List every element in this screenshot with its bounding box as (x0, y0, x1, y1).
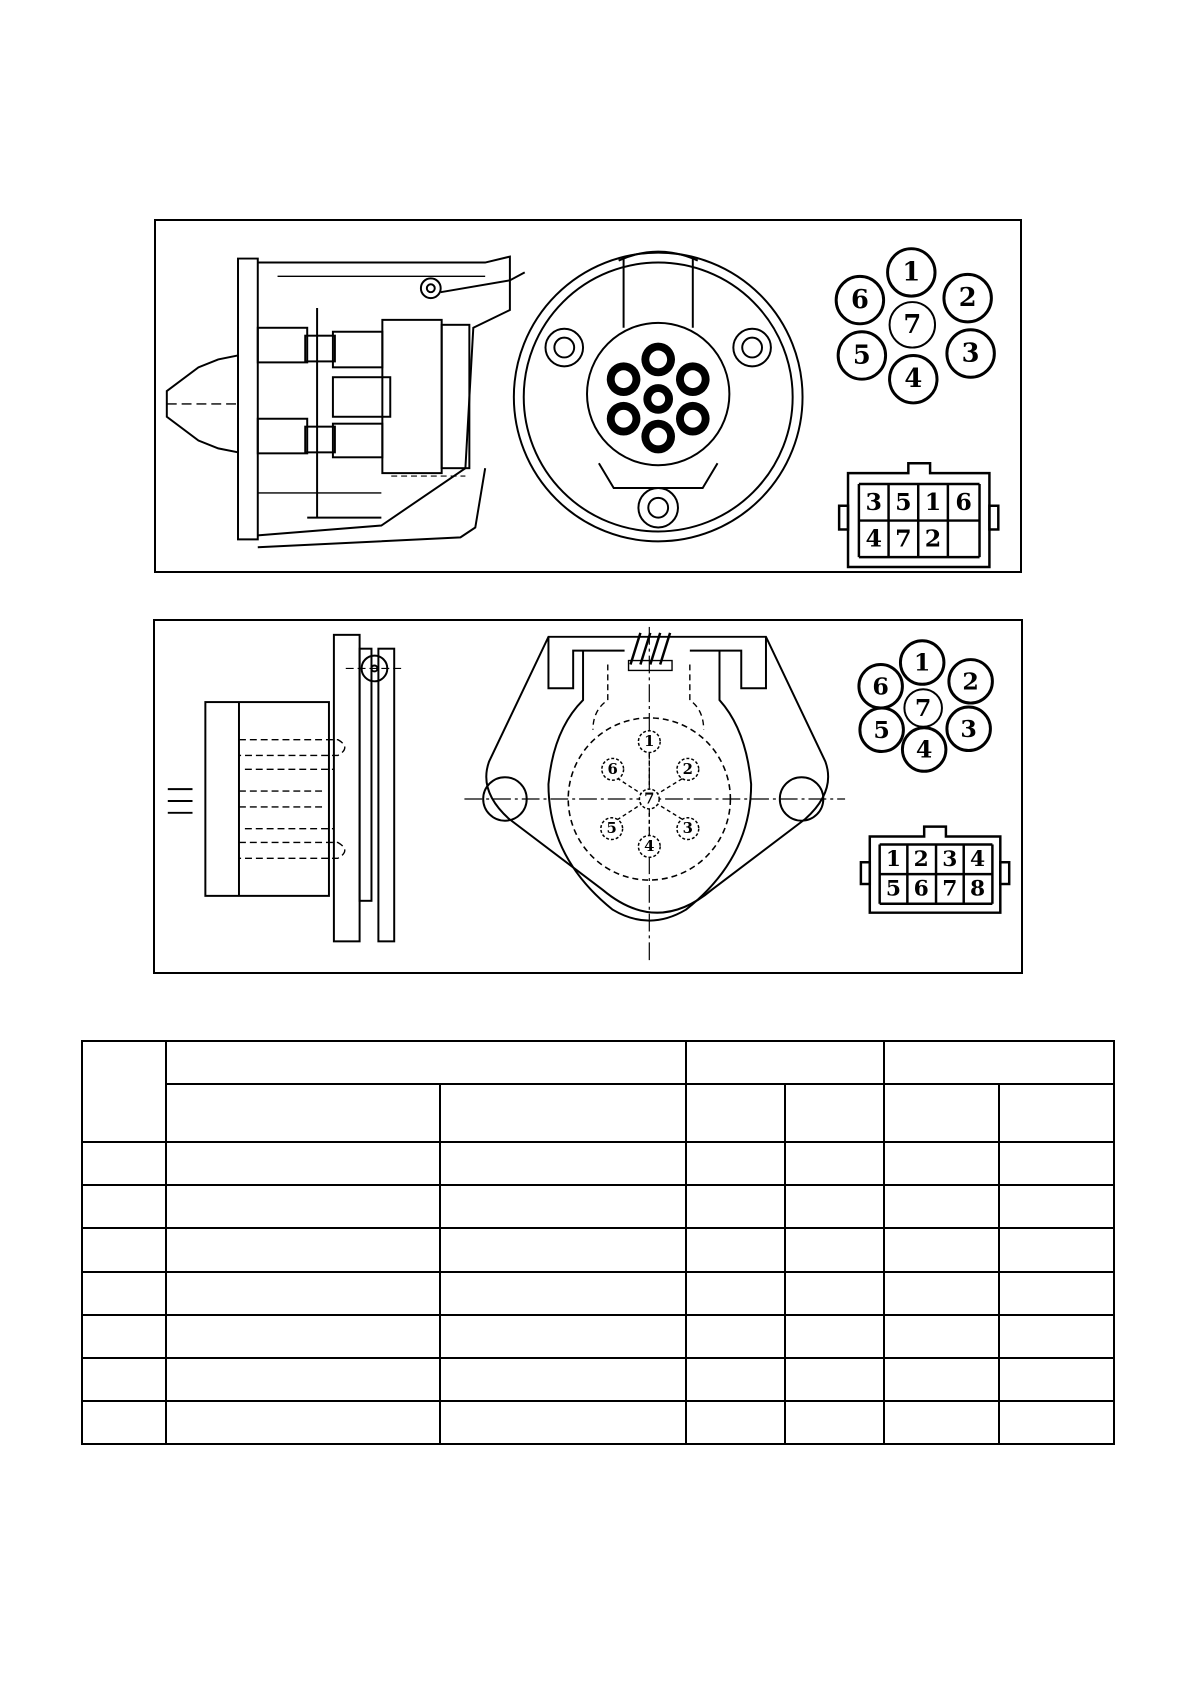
table-cell (884, 1142, 999, 1185)
pin-label-2: 2 (962, 667, 979, 696)
table-cell (440, 1272, 686, 1315)
table-row (82, 1142, 1114, 1185)
table-cell (785, 1358, 884, 1401)
table-cell (884, 1315, 999, 1358)
table-cell (82, 1228, 166, 1271)
pin-label-5: 5 (852, 340, 871, 371)
table-cell (785, 1272, 884, 1315)
block-pin-top-3: 1 (924, 487, 942, 516)
block-pin-top-2: 2 (913, 846, 929, 872)
table-cell (440, 1228, 686, 1271)
socket-pin-label-4: 4 (644, 837, 655, 855)
table-cell (686, 1272, 785, 1315)
table-cell (999, 1142, 1114, 1185)
block-pin-bottom-3: 7 (942, 876, 958, 902)
table-cell (166, 1358, 440, 1401)
table-cell (884, 1272, 999, 1315)
table-cell (785, 1401, 884, 1444)
socket-side-view (167, 257, 525, 548)
socket-pin-label-1: 1 (644, 733, 655, 751)
table-cell (686, 1401, 785, 1444)
pin-label-1: 1 (902, 257, 921, 288)
block-pin-top-4: 4 (969, 846, 986, 872)
socket-side-view (168, 635, 403, 942)
connector-drawing-bottom (155, 621, 1021, 972)
table-cell (82, 1401, 166, 1444)
socket-pin-label-3: 3 (682, 820, 694, 838)
table-cell (166, 1272, 440, 1315)
socket-front-pins (601, 731, 699, 858)
pin-assignment-table (81, 1040, 1115, 1445)
block-pin-top-2: 5 (895, 487, 912, 516)
pin-label-7: 7 (914, 694, 932, 723)
table-cell (686, 1142, 785, 1185)
connector-diagram-7pin-round (154, 219, 1022, 573)
table-cell (884, 1185, 999, 1228)
pin-label-2: 2 (958, 283, 977, 314)
table-cell (884, 1358, 999, 1401)
rect-connector-block (839, 463, 998, 567)
pin-number-layout (859, 641, 992, 772)
socket-pin-label-2: 2 (682, 760, 694, 778)
table-cell (999, 1228, 1114, 1271)
pin-label-7: 7 (903, 309, 922, 340)
socket-front-pins (607, 343, 710, 454)
block-pin-bottom-1: 5 (885, 876, 902, 902)
table-subheader-cell (785, 1084, 884, 1142)
pin-label-1: 1 (913, 648, 931, 677)
table-cell (166, 1315, 440, 1358)
table-cell (82, 1315, 166, 1358)
table-cell (785, 1185, 884, 1228)
table-row (82, 1228, 1114, 1271)
table-cell (999, 1185, 1114, 1228)
socket-pin-label-5: 5 (606, 820, 617, 838)
block-pin-bottom-2: 7 (895, 524, 912, 553)
table-cell (884, 1401, 999, 1444)
table-cell (999, 1401, 1114, 1444)
block-pin-top-1: 3 (865, 487, 882, 516)
table-cell (884, 1228, 999, 1271)
table-cell (686, 1358, 785, 1401)
pin-label-3: 3 (960, 714, 977, 743)
table-header-cell (166, 1041, 686, 1084)
table-cell (999, 1358, 1114, 1401)
block-pin-bottom-4: 8 (969, 876, 986, 902)
block-pin-bottom-2: 6 (913, 876, 929, 902)
table-cell (686, 1315, 785, 1358)
block-pin-bottom-1: 4 (865, 524, 882, 553)
pin-label-5: 5 (873, 715, 890, 744)
socket-pin-label-7: 7 (644, 790, 655, 808)
table-cell (440, 1185, 686, 1228)
table-cell (785, 1315, 884, 1358)
table-cell (166, 1401, 440, 1444)
pin-label-6: 6 (872, 672, 889, 701)
table-subheader-cell (686, 1084, 785, 1142)
block-pin-bottom-3: 2 (924, 524, 942, 553)
table-subheader-cell (166, 1084, 440, 1142)
table-row (82, 1185, 1114, 1228)
table-header-row (82, 1041, 1114, 1084)
socket-pin-label-6: 6 (607, 760, 618, 778)
table-cell (785, 1142, 884, 1185)
table-cell (686, 1185, 785, 1228)
table-subheader-cell (440, 1084, 686, 1142)
table-row (82, 1315, 1114, 1358)
table-cell (166, 1185, 440, 1228)
table-cell (166, 1142, 440, 1185)
table-cell (440, 1401, 686, 1444)
table-cell (82, 1142, 166, 1185)
table-cell (785, 1228, 884, 1271)
connector-diagram-7pin-flange (153, 619, 1023, 974)
connector-drawing-top (156, 221, 1020, 571)
table-subheader-row (82, 1084, 1114, 1142)
table-cell (166, 1228, 440, 1271)
table-subheader-cell (884, 1084, 999, 1142)
pin-number-layout (836, 249, 994, 403)
table-header-cell (884, 1041, 1114, 1084)
rect-connector-block (861, 827, 1009, 913)
pin-label-6: 6 (850, 285, 869, 316)
table-row (82, 1401, 1114, 1444)
table-header-cell (82, 1041, 166, 1142)
table-row (82, 1272, 1114, 1315)
table-subheader-cell (999, 1084, 1114, 1142)
block-pin-top-4: 6 (955, 487, 972, 516)
pin-label-4: 4 (915, 735, 933, 764)
table-cell (440, 1358, 686, 1401)
block-pin-top-3: 3 (942, 846, 958, 872)
table-cell (999, 1272, 1114, 1315)
pin-label-4: 4 (904, 364, 923, 395)
table-cell (440, 1142, 686, 1185)
table-cell (82, 1272, 166, 1315)
table-cell (999, 1315, 1114, 1358)
table-cell (82, 1358, 166, 1401)
table-header-cell (686, 1041, 884, 1084)
table-cell (82, 1185, 166, 1228)
pin-label-3: 3 (961, 338, 980, 369)
table-cell (686, 1228, 785, 1271)
table-cell (440, 1315, 686, 1358)
block-pin-top-1: 1 (885, 846, 902, 872)
table-row (82, 1358, 1114, 1401)
